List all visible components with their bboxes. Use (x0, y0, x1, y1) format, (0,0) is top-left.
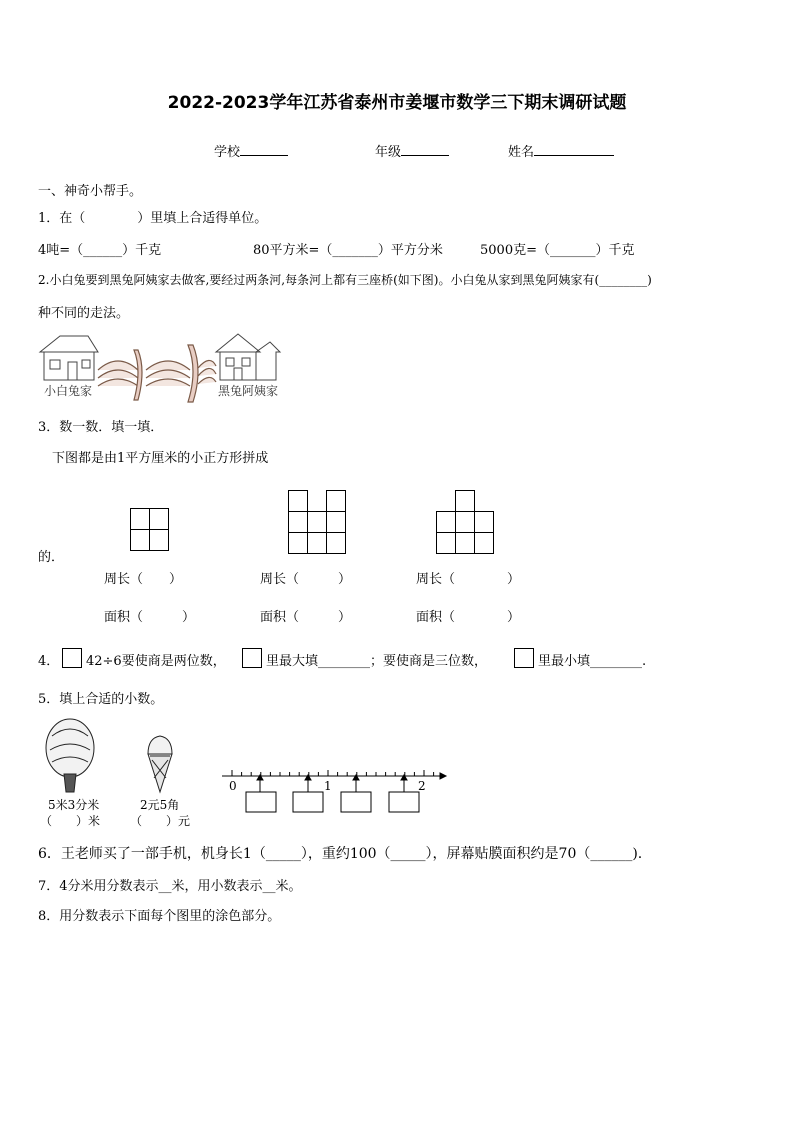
name-label: 姓名 (508, 145, 535, 160)
section-heading: 一、神奇小帮手。 (38, 184, 143, 199)
question-4-part3: 里最小填________. (538, 654, 647, 669)
page-title: 2022-2023学年江苏省泰州市姜堰市数学三下期末调研试题 (167, 93, 627, 113)
tree-blank: （ ）米 (40, 814, 101, 828)
area-label-1: 面积（ ） (104, 610, 196, 625)
left-house-icon (40, 336, 98, 380)
ice-cream-caption: 2元5角 (140, 798, 180, 812)
question-1-item-b: 80平方米=（_______）平方分米 (253, 243, 443, 258)
question-1-prompt: 1．在（ ）里填上合适得单位。 (38, 211, 268, 226)
school-field (214, 141, 288, 160)
area-label-2: 面积（ ） (260, 610, 352, 625)
question-4-part1: 42÷6要使商是两位数， (86, 654, 226, 669)
question-3-subtext: 下图都是由1平方厘米的小正方形拼成 (52, 451, 269, 466)
left-house-caption: 小白兔家 (44, 384, 93, 398)
square-figure-3 (436, 490, 496, 556)
name-field (508, 141, 614, 160)
school-label: 学校 (214, 145, 241, 160)
tree-caption: 5米3分米 (48, 798, 100, 812)
question-2-line2: 种不同的走法。 (38, 306, 130, 321)
ice-cream-icon (144, 734, 176, 794)
axis-label-1: 1 (324, 779, 332, 793)
axis-label-2: 2 (418, 779, 426, 793)
right-house-caption: 黑兔阿姨家 (218, 384, 279, 398)
question-3-tail: 的． (38, 550, 65, 565)
right-house-icon (216, 334, 280, 380)
question-1-item-a: 4吨=（______）千克 (38, 243, 162, 258)
area-label-3: 面积（ ） (416, 610, 521, 625)
grade-blank[interactable] (401, 155, 449, 156)
river-bridges (98, 345, 216, 402)
question-3-heading: 3．数一数．填一填． (38, 420, 164, 435)
q4-answer-box-1[interactable] (62, 648, 82, 668)
question-4-part2: 里最大填________；要使商是三位数， (266, 654, 488, 669)
question-2-line1: 2.小白兔要到黑兔阿姨家去做客,要经过两条河,每条河上都有三座桥(如下图)。小白兔从家到黑兔阿姨家有(________) (38, 273, 652, 287)
square-figure-2 (288, 490, 348, 556)
perimeter-label-3: 周长（ ） (416, 572, 521, 587)
question-4-number: 4． (38, 654, 60, 669)
tree-icon (42, 718, 98, 794)
q4-answer-box-2[interactable] (242, 648, 262, 668)
question-8: 8．用分数表示下面每个图里的涂色部分。 (38, 909, 281, 924)
perimeter-label-1: 周长（ ） (104, 572, 183, 587)
question-7: 7．4分米用分数表示__米，用小数表示__米。 (38, 879, 302, 894)
grade-field (375, 141, 449, 160)
question-5-heading: 5．填上合适的小数。 (38, 692, 164, 707)
perimeter-label-2: 周长（ ） (260, 572, 352, 587)
grade-label: 年级 (375, 145, 402, 160)
school-blank[interactable] (240, 155, 288, 156)
question-6: 6．王老师买了一部手机，机身长1（_____），重约100（_____），屏幕贴膜面积约是70（______). (38, 846, 643, 862)
number-line (220, 766, 446, 816)
name-blank[interactable] (534, 155, 614, 156)
q4-answer-box-3[interactable] (514, 648, 534, 668)
ice-cream-blank: （ ）元 (130, 814, 191, 828)
question-1-item-c: 5000克=（_______）千克 (480, 243, 635, 258)
axis-label-0: 0 (229, 779, 237, 793)
square-figure-1 (130, 508, 170, 552)
